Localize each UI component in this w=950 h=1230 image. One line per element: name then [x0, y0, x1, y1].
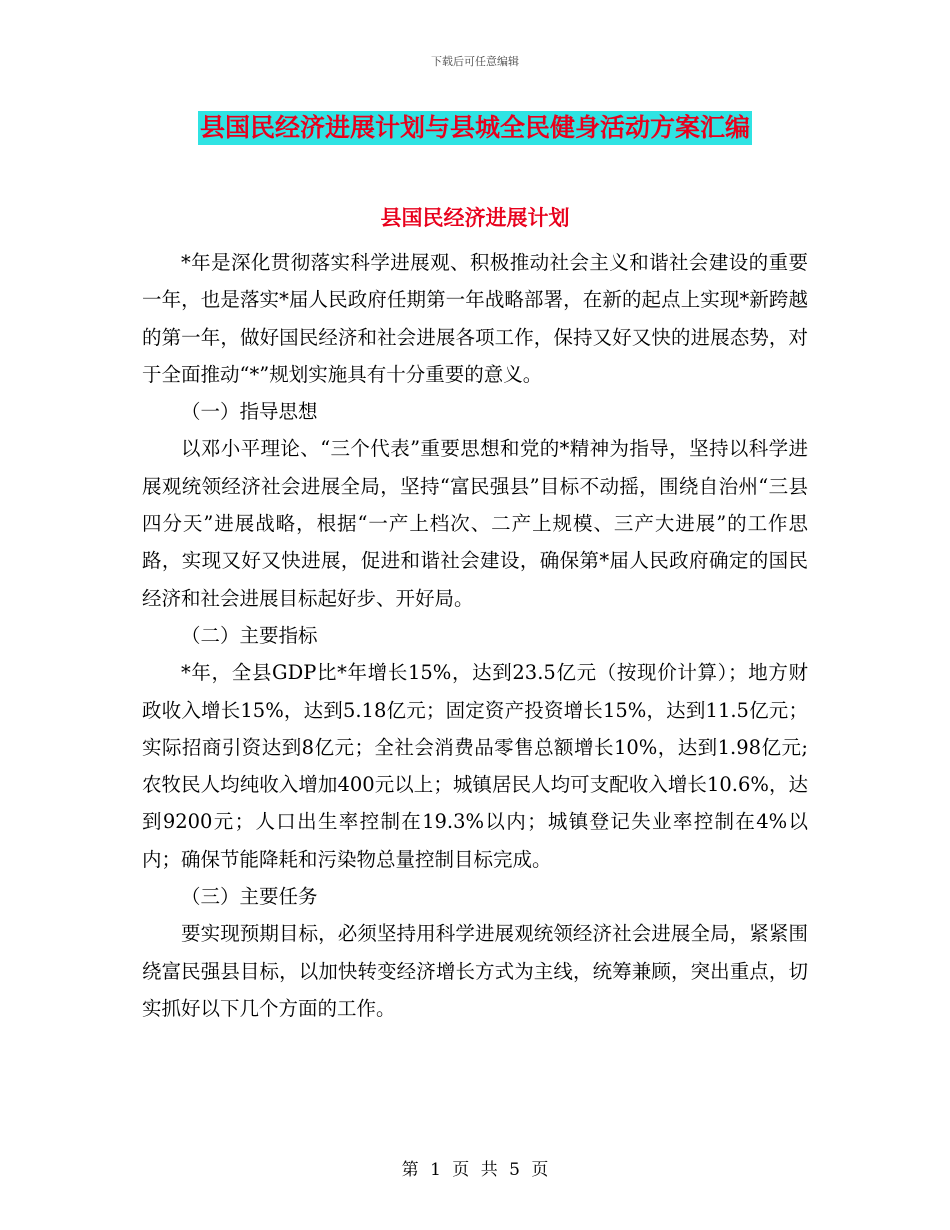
paragraph-main-indicators: *年，全县GDP比*年增长15%，达到23.5亿元（按现价计算）；地方财政收入增长15%，达到5.18亿元；固定资产投资增长15%，达到11.5亿元；实际招商引资达到8亿元；全社会消费品零售总额增长10%，达到1.98亿元;农牧民人均纯收入增加400元以上；城镇居民人均可支配收入增长10.6%，达到9200元；人口出生率控制在19.3%以内；城镇登记失业率控制在4%以内；确保节能降耗和污染物总量控制目标完成。: [142, 661, 808, 871]
paragraph-intro: *年是深化贯彻落实科学进展观、积极推动社会主义和谐社会建设的重要一年，也是落实*届人民政府任期第一年战略部署，在新的起点上实现*新跨越的第一年，做好国民经济和社会进展各项工作，保持又好又快的进展态势，对于全面推动“*”规划实施具有十分重要的意义。: [142, 251, 808, 386]
section-title: 县国民经济进展计划: [380, 206, 570, 230]
document-body: [142, 244, 808, 1027]
paragraph-main-tasks: 要实现预期目标，必须坚持用科学进展观统领经济社会进展全局，紧紧围绕富民强县目标，以加快转变经济增长方式为主线，统筹兼顾，突出重点，切实抓好以下几个方面的工作。: [142, 922, 808, 1020]
heading-main-indicators: （二）主要指标: [181, 623, 318, 647]
document-title: 县国民经济进展计划与县城全民健身活动方案汇编: [198, 111, 752, 145]
heading-main-tasks: （三）主要任务: [181, 885, 318, 909]
heading-guiding-thought: （一）指导思想: [181, 400, 318, 424]
document-title-container: [0, 111, 950, 145]
page-number-footer: 第 1 页 共 5 页: [401, 1160, 549, 1180]
page-header-note: 下载后可任意编辑: [431, 55, 519, 68]
paragraph-guiding-thought: 以邓小平理论、“三个代表”重要思想和党的*精神为指导，坚持以科学进展观统领经济社会进展全局，坚持“富民强县”目标不动摇，围绕自治州“三县四分天”进展战略，根据“一产上档次、二产上规模、三产大进展”的工作思路，实现又好又快进展，促进和谐社会建设，确保第*届人民政府确定的国民经济和社会进展目标起好步、开好局。: [142, 437, 808, 610]
